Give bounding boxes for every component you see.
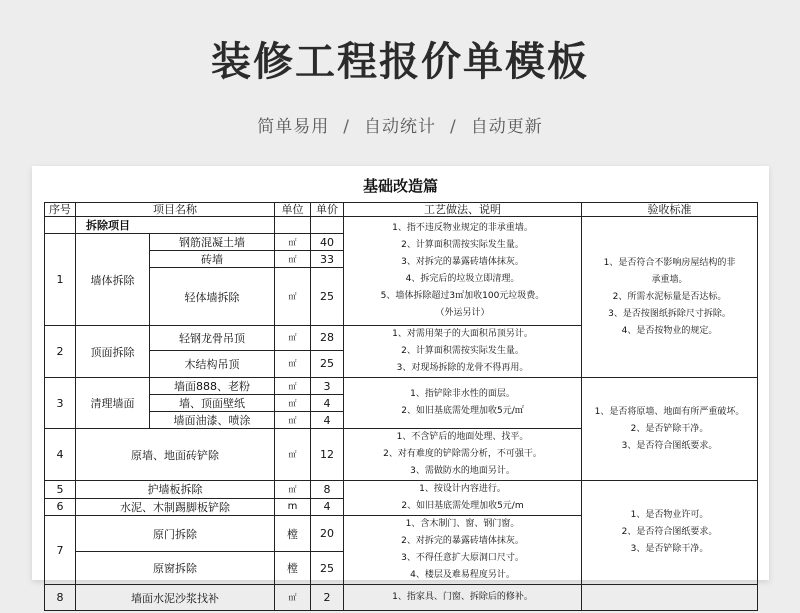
- row-unit: ㎡: [275, 481, 311, 499]
- table-row: [45, 217, 758, 234]
- row-item-name: 原门拆除: [76, 516, 275, 552]
- row-item-name: 原窗拆除: [76, 552, 275, 585]
- col-header-process: 工艺做法、说明: [344, 203, 582, 217]
- row-item-name: 砖墙: [150, 251, 275, 268]
- row-item-name: 墙面油漆、喷涂: [150, 412, 275, 429]
- row-price: 25: [311, 350, 344, 377]
- row-unit: ㎡: [275, 412, 311, 429]
- row-item-name: 水泥、木制踢脚板铲除: [76, 498, 275, 516]
- row-item-name: 护墙板拆除: [76, 481, 275, 499]
- group-label: 拆除项目: [76, 217, 275, 234]
- row-unit: ㎡: [275, 395, 311, 412]
- row-unit: ㎡: [275, 585, 311, 611]
- row-number: 7: [45, 516, 76, 585]
- quote-table: [44, 202, 758, 611]
- table-row: [45, 585, 758, 611]
- row-price: 4: [311, 498, 344, 516]
- row-number: 8: [45, 585, 76, 611]
- row-price: 33: [311, 251, 344, 268]
- col-header-name: 项目名称: [76, 203, 275, 217]
- subtitle-auto-stats: 自动统计: [364, 117, 436, 137]
- process-cell: 1、指家具、门窗、拆除后的修补。: [344, 585, 582, 611]
- row-item-name: 轻钢龙骨吊顶: [150, 326, 275, 351]
- row-item-name: 轻体墙拆除: [150, 268, 275, 326]
- process-cell: 1、指不违反物业规定的非承重墙。 2、计算面积需按实际发生量。 3、对拆完的暴露砖墙体抹灰。 4、拆完后的垃圾立即清理。 5、墙体拆除超过3㎡加收100元垃圾费。 （外运另计）: [344, 217, 582, 326]
- acceptance-cell: 1、是否物业许可。 2、是否符合图纸要求。 3、是否铲除干净。: [582, 481, 758, 585]
- row-unit: ㎡: [275, 326, 311, 351]
- process-cell: 1、按设计内容进行。 2、如旧基底需处理加收5元/m: [344, 481, 582, 516]
- row-price: 3: [311, 378, 344, 395]
- row-number: 5: [45, 481, 76, 499]
- row-price: 20: [311, 516, 344, 552]
- row-number: 3: [45, 378, 76, 429]
- row-number: 4: [45, 429, 76, 481]
- col-header-price: 单价: [311, 203, 344, 217]
- row-unit: 樘: [275, 552, 311, 585]
- row-unit: ㎡: [275, 268, 311, 326]
- sheet-title: 基础改造篇: [362, 177, 438, 195]
- row-unit: ㎡: [275, 378, 311, 395]
- header-row: [45, 203, 758, 217]
- subtitle-auto-update: 自动更新: [470, 117, 543, 137]
- col-header-acceptance: 验收标准: [582, 203, 758, 217]
- row-category: 清理墙面: [76, 378, 150, 429]
- acceptance-cell: 1、是否符合不影响房屋结构的非 承重墙。 2、所需水泥标量是否达标。 3、是否按图纸拆除尺寸拆除。 4、是否按物业的规定。: [582, 217, 758, 378]
- page-subtitle: [0, 112, 800, 137]
- acceptance-cell: 1、是否将原墙、地面有所严重破坏。 2、是否铲除干净。 3、是否符合图纸要求。: [582, 378, 758, 481]
- row-item-name: 钢筋混凝土墙: [150, 234, 275, 251]
- row-unit: ㎡: [275, 251, 311, 268]
- process-cell: 1、含木制门、窗、钢门窗。 2、对拆完的暴露砖墙体抹灰。 3、不得任意扩大原洞口尺寸。 4、楼层及难易程度另计。: [344, 516, 582, 585]
- row-price: 28: [311, 326, 344, 351]
- row-number: 6: [45, 498, 76, 516]
- row-price: 8: [311, 481, 344, 499]
- page-title: 装修工程报价单模板: [211, 39, 589, 85]
- col-header-no: 序号: [45, 203, 76, 217]
- row-price: 40: [311, 234, 344, 251]
- subtitle-easy: 简单易用: [257, 117, 330, 137]
- table-row: [45, 481, 758, 499]
- row-item-name: 木结构吊顶: [150, 350, 275, 377]
- row-category: 墙体拆除: [76, 234, 150, 326]
- quote-sheet: [32, 166, 769, 605]
- table-row: [45, 378, 758, 395]
- row-price: 25: [311, 552, 344, 585]
- row-price: 4: [311, 412, 344, 429]
- row-unit: ㎡: [275, 429, 311, 481]
- row-item-name: 墙面水泥沙浆找补: [76, 585, 275, 611]
- row-number: 2: [45, 326, 76, 378]
- row-number: 1: [45, 234, 76, 326]
- row-price: 2: [311, 585, 344, 611]
- row-unit: ㎡: [275, 350, 311, 377]
- row-item-name: 原墙、地面砖铲除: [76, 429, 275, 481]
- subtitle-separator: /: [450, 117, 457, 137]
- row-item-name: 墙、顶面壁纸: [150, 395, 275, 412]
- row-price: 25: [311, 268, 344, 326]
- col-header-unit: 单位: [275, 203, 311, 217]
- process-cell: 1、不含铲后的地面处理、找平。 2、对有难度的铲除需分析，不可强干。 3、需做防水的地面另计。: [344, 429, 582, 481]
- row-price: 4: [311, 395, 344, 412]
- row-unit: m: [275, 498, 311, 516]
- row-unit: 樘: [275, 516, 311, 552]
- subtitle-separator: /: [343, 117, 350, 137]
- row-category: 顶面拆除: [76, 326, 150, 378]
- row-item-name: 墙面888、老粉: [150, 378, 275, 395]
- row-price: 12: [311, 429, 344, 481]
- process-cell: 1、指铲除非水性的面层。 2、如旧基底需处理加收5元/㎡: [344, 378, 582, 429]
- row-unit: ㎡: [275, 234, 311, 251]
- process-cell: 1、对需用架子的大面积吊顶另计。 2、计算面积需按实际发生量。 3、对现场拆除的龙骨不得再用。: [344, 326, 582, 378]
